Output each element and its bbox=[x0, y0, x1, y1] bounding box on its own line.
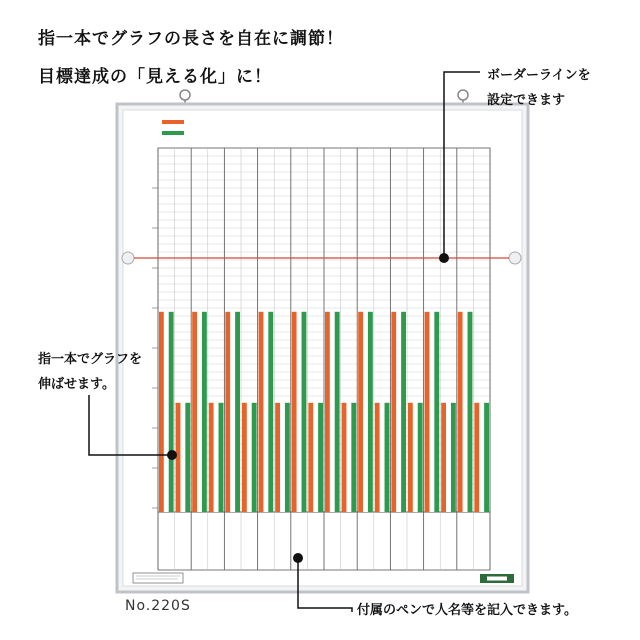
callout-stretch-graph-2: 伸ばせます。 bbox=[38, 377, 115, 392]
callout-border-line-1: ボーダーラインを bbox=[487, 68, 591, 83]
model-number: No.220S bbox=[125, 598, 191, 614]
bar-16[interactable] bbox=[408, 403, 423, 512]
bar-18[interactable] bbox=[441, 403, 456, 512]
bar-20[interactable] bbox=[474, 403, 489, 512]
headline-line-1: 指一本でグラフの長さを自在に調節！ bbox=[38, 29, 344, 49]
bar-10[interactable] bbox=[308, 403, 323, 512]
bar-5[interactable] bbox=[225, 312, 240, 512]
bar-9[interactable] bbox=[292, 312, 307, 512]
bar-11[interactable] bbox=[325, 312, 340, 512]
legend-green-mark bbox=[162, 131, 184, 135]
bar-7[interactable] bbox=[259, 312, 274, 512]
callout-name-entry: 付属のペンで人名等を記入できます。 bbox=[357, 603, 577, 618]
callout-border-line bbox=[487, 63, 591, 113]
bar-6[interactable] bbox=[242, 403, 257, 512]
bar-3[interactable] bbox=[192, 312, 207, 512]
callout-stretch-graph bbox=[38, 347, 142, 397]
bar-14[interactable] bbox=[375, 403, 390, 512]
bar-4[interactable] bbox=[209, 403, 224, 512]
border-magnet-left bbox=[122, 252, 134, 264]
callout-border-line-2: 設定できます bbox=[487, 93, 566, 108]
legend-orange-mark bbox=[162, 120, 184, 124]
bar-12[interactable] bbox=[342, 403, 357, 512]
border-magnet-right bbox=[509, 252, 521, 264]
board-label-left bbox=[133, 573, 183, 583]
callout-stretch-graph-1: 指一本でグラフを bbox=[38, 352, 143, 367]
bar-8[interactable] bbox=[275, 403, 290, 512]
bar-19[interactable] bbox=[458, 312, 473, 512]
bar-13[interactable] bbox=[358, 312, 373, 512]
bar-2[interactable] bbox=[176, 403, 191, 512]
headline-line-2: 目標達成の「見える化」に！ bbox=[38, 67, 272, 87]
bar-1[interactable] bbox=[159, 312, 174, 512]
bar-15[interactable] bbox=[391, 312, 406, 512]
bar-17[interactable] bbox=[425, 312, 440, 512]
